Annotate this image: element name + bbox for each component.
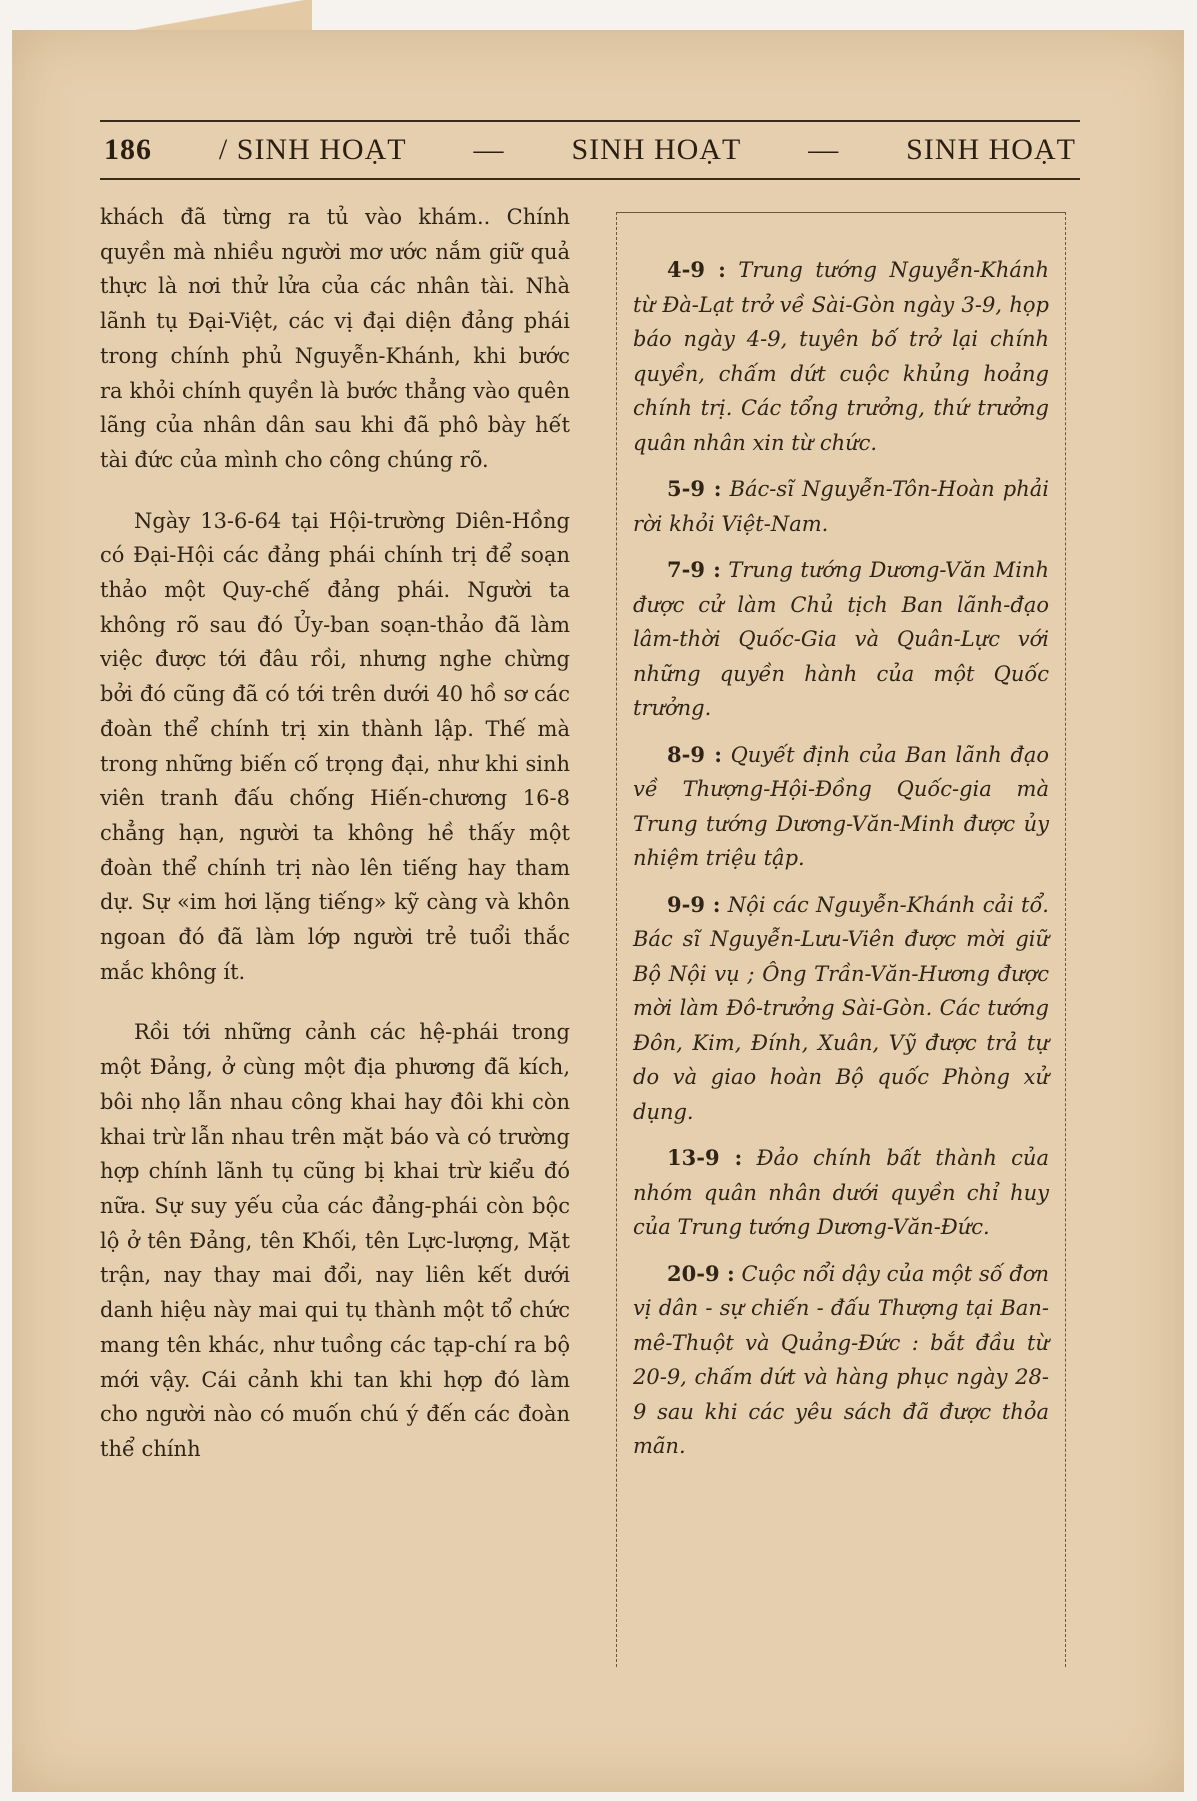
chronology-entry (633, 253, 1049, 460)
paragraph: Ngày 13-6-64 tại Hội-trường Diên-Hồng có Đại-Hội các đảng phái chính trị để soạn thảo một Quy-chế đảng phái. Người ta không rõ sau đó Ủy-ban soạn-thảo đã làm việc được tới đâu rồi, nhưng nghe chừng bởi đó cũng đã có tới trên dưới 40 hồ sơ các đoàn thể chính trị xin thành lập. Thế mà trong những biến cố trọng đại, như khi sinh viên tranh đấu chống Hiến-chương 16-8 chẳng hạn, người ta không hề thấy một đoàn thể chính trị nào lên tiếng hay tham dự. Sự «im hơi lặng tiếng» kỹ càng và khôn ngoan đó đã làm lớp người trẻ tuổi thắc mắc không ít. (100, 508, 570, 984)
chronology-entry (633, 553, 1049, 726)
entry-text: Cuộc nổi dậy của một số đơn vị dân - sự chiến - đấu Thượng tại Ban-mê-Thuột và Quảng-Đức : bắt đầu từ 20-9, chấm dứt và hàng phục ngày 28-9 sau khi các yêu sách đã được thỏa mãn. (633, 1261, 1049, 1458)
entry-text: Quyết định của Ban lãnh đạo về Thượng-Hội-Đồng Quốc-gia mà Trung tướng Dương-Văn-Minh được ủy nhiệm triệu tập. (633, 742, 1049, 870)
entry-text: Đảo chính bất thành của nhóm quân nhân dưới quyền chỉ huy của Trung tướng Dương-Văn-Đức. (633, 1146, 1049, 1239)
entry-date: 5-9 : (667, 476, 722, 501)
running-header (100, 120, 1080, 180)
entry-text: Trung tướng Dương-Văn Minh được cử làm Chủ tịch Ban lãnh-đạo lâm-thời Quốc-Gia và Quân-Lực với những quyền hành của một Quốc trưởng. (633, 558, 1049, 720)
entry-date: 20-9 : (667, 1260, 735, 1286)
entry-date: 4-9 : (667, 257, 726, 282)
entry-date: 9-9 : (667, 891, 721, 917)
page-number: 186 (104, 133, 152, 166)
entry-date: 8-9 : (667, 741, 722, 767)
paragraph: khách đã từng ra tủ vào khám.. Chính quyền mà nhiều người mơ ước nắm giữ quả thực là nơi thử lửa của các nhân tài. Nhà lãnh tụ Đại-Việt, các vị đại diện đảng phái trong chính phủ Nguyễn-Khánh, khi bước ra khỏi chính quyền là bước thẳng vào quên lãng của nhân dân sau khi đã phô bày hết tài đức của mình cho công chúng rõ. (100, 205, 570, 472)
entry-text: Trung tướng Nguyễn-Khánh từ Đà-Lạt trở về Sài-Gòn ngày 3-9, họp báo ngày 4-9, tuyên bố trở lại chính quyền, chấm dứt cuộc khủng hoảng chính trị. Các tổng trưởng, thứ trưởng quân nhân xin từ chức. (633, 258, 1049, 455)
left-column (100, 200, 570, 1493)
chronology-entry (633, 738, 1049, 876)
chronology-entry (633, 1141, 1049, 1245)
chronology-column (616, 212, 1066, 1667)
chronology-entry (633, 1257, 1049, 1464)
entry-text: Bác-sĩ Nguyễn-Tôn-Hoàn phải rời khỏi Việt-Nam. (633, 477, 1049, 536)
header-title-3: SINH HOẠT (906, 133, 1076, 166)
chronology-entry (633, 472, 1049, 541)
entry-text: Nội các Nguyễn-Khánh cải tổ. Bác sĩ Nguyễn-Lưu-Viên được mời giữ Bộ Nội vụ ; Ông Trần-Văn-Hương được mời làm Đô-trưởng Sài-Gòn. Các tướng Đôn, Kim, Đính, Xuân, Vỹ được trả tự do và giao hoàn Bộ quốc Phòng xử dụng. (633, 892, 1049, 1124)
chronology-entry (633, 888, 1049, 1130)
header-separator-2: — (808, 133, 840, 166)
entry-date: 13-9 : (667, 1145, 743, 1170)
paragraph: Rồi tới những cảnh các hệ-phái trong một Đảng, ở cùng một địa phương đã kích, bôi nhọ lẫn nhau công khai hay đôi khi còn khai trừ lẫn nhau trên mặt báo và có trường hợp chính lãnh tụ cũng bị khai trừ kiểu đó nữa. Sự suy yếu của các đảng-phái còn bộc lộ ở tên Đảng, tên Khối, tên Lực-lượng, Mặt trận, nay thay mai đổi, nay liên kết dưới danh hiệu này mai qui tụ thành một tổ chức mang tên khác, như tuồng các tạp-chí ra bộ mới vậy. Cái cảnh khi tan khi hợp đó làm cho người nào có muốn chú ý đến các đoàn thể chính (100, 1020, 570, 1461)
header-separator-1: — (473, 133, 505, 166)
header-title-2: SINH HOẠT (571, 133, 742, 166)
header-title-1: / SINH HOẠT (218, 133, 407, 166)
entry-date: 7-9 : (667, 557, 721, 582)
